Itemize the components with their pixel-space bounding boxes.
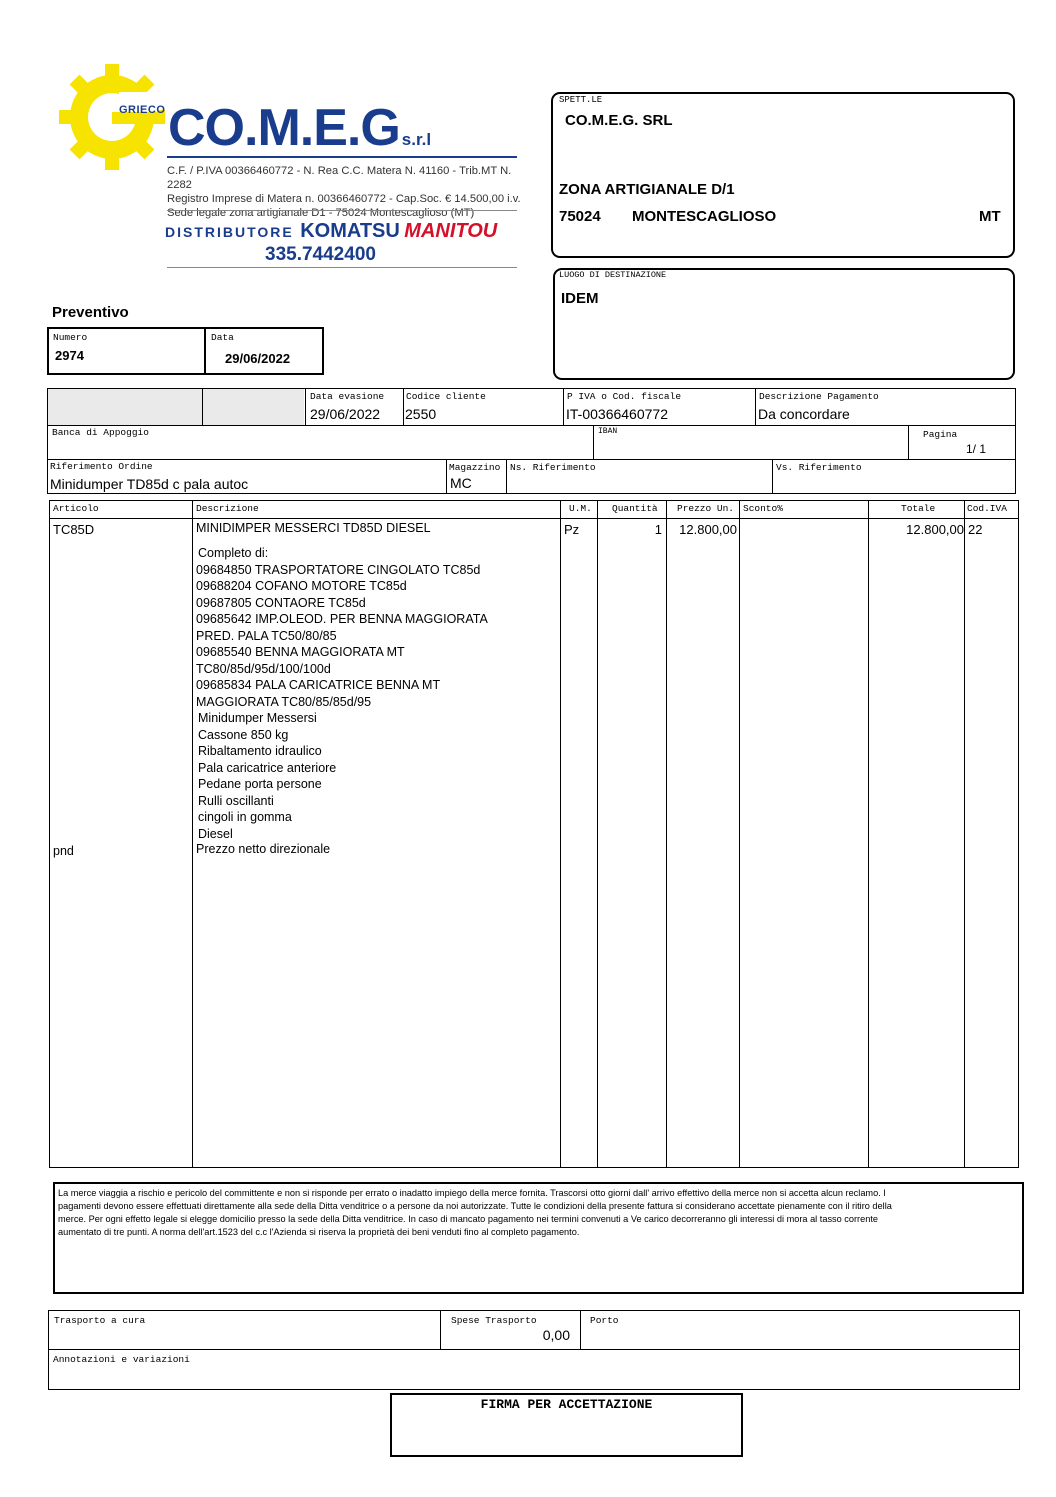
trasporto-label: Trasporto a cura (54, 1315, 146, 1326)
item-um: Pz (564, 522, 580, 537)
numero-label: Numero (53, 332, 88, 343)
legal-line: Registro Imprese di Matera n. 00366460772 - Cap.Soc. € 14.500,00 i.v. (167, 193, 521, 205)
porto-label: Porto (590, 1315, 619, 1326)
piva-label: P IVA o Cod. fiscale (567, 391, 682, 402)
detail-line: 09687805 CONTAORE TC85d (196, 595, 366, 610)
recipient-city: MONTESCAGLIOSO (632, 208, 777, 225)
annotazioni-label: Annotazioni e variazioni (53, 1354, 190, 1365)
numero-value: 2974 (55, 348, 84, 363)
detail-line: cingoli in gomma (198, 810, 292, 824)
item-articolo: TC85D (53, 522, 95, 537)
rif-ordine-value: Minidumper TD85d c pala autoc (50, 476, 249, 492)
terms-text: La merce viaggia a rischio e pericolo del committente e non si risponde per errato o inadatto impiego della merce fornita. Trascorsi otto giorni dall' arrivo effettivo della merce non si accetta alcun reclamo. I pagamenti devono essere effettuati direttamente alla sede della Ditta venditrice o a persone da noi autorizzate. Tutte le condizioni della presente fattura si considerano accettate pienamente con il ritiro della merce. Per ogni effetto legale si elegge domicilio presso la sede della Ditta venditrice. In caso di mancato pagamento nei termini convenuti a Ve carico decorreranno gli interessi di mora al tasso corrente aumentato di tre punti. A norma dell'art.1523 del c.c l'Azienda si riserva la proprietà dei beni venduti fino al completo pagamento. (58, 1188, 892, 1237)
ns-rif-label: Ns. Riferimento (510, 462, 596, 473)
banca-label: Banca di Appoggio (52, 427, 149, 438)
pnd-code: pnd (53, 844, 74, 858)
magazzino-value: MC (450, 475, 472, 491)
data-evasione-label: Data evasione (310, 391, 385, 402)
legal-info (167, 164, 525, 220)
item-quantita: 1 (654, 522, 662, 537)
detail-line: PRED. PALA TC50/80/85 (196, 628, 337, 643)
recipient-name: CO.M.E.G. SRL (565, 112, 673, 129)
brand-name (168, 98, 431, 158)
item-codiva: 22 (968, 522, 983, 537)
item-detail-list (196, 545, 488, 842)
item-prezzo: 12.800,00 (679, 522, 737, 537)
data-value: 29/06/2022 (225, 351, 291, 366)
rif-ordine-label: Riferimento Ordine (50, 461, 153, 472)
document-type: Preventivo (52, 304, 129, 321)
pagina-label: Pagina (923, 429, 958, 440)
recipient-label: SPETT.LE (559, 95, 603, 105)
detail-line: Rulli oscillanti (198, 793, 274, 808)
item-totale: 12.800,00 (906, 522, 964, 537)
srl-text: s.r.l (401, 130, 432, 149)
iban-label: IBAN (598, 427, 618, 436)
recipient-province: MT (979, 208, 1001, 225)
grieco-text: GRIECO (119, 104, 166, 116)
manitou-text: MANITOU (404, 220, 498, 242)
magazzino-label: Magazzino (449, 462, 501, 473)
phone-number: 335.7442400 (265, 244, 376, 265)
detail-line: Minidumper Messersi (198, 711, 317, 725)
detail-line: Pala caricatrice anteriore (198, 760, 337, 775)
recipient-cap: 75024 (559, 208, 601, 225)
detail-line: Ribaltamento idraulico (198, 744, 322, 758)
detail-line: Completo di: (198, 546, 269, 560)
detail-line: 09688204 COFANO MOTORE TC85d (196, 579, 407, 593)
codice-cliente-value: 2550 (405, 406, 437, 422)
header-quantita: Quantità (612, 503, 658, 514)
detail-line: Pedane porta persone (198, 777, 322, 791)
codice-cliente-label: Codice cliente (406, 391, 486, 402)
detail-line: 09685834 PALA CARICATRICE BENNA MT (196, 678, 441, 692)
spese-value: 0,00 (542, 1327, 570, 1343)
destination-value: IDEM (561, 290, 599, 307)
pagamento-label: Descrizione Pagamento (759, 391, 879, 402)
distributor-line (165, 220, 497, 243)
destination-box (553, 268, 1015, 380)
brand-text: CO.M.E.G (168, 99, 400, 157)
item-descrizione: MINIDIMPER MESSERCI TD85D DIESEL (196, 521, 431, 535)
pagamento-value: Da concordare (758, 406, 850, 422)
detail-line: Diesel (198, 826, 233, 841)
recipient-address: ZONA ARTIGIANALE D/1 (559, 181, 735, 198)
header-totale: Totale (901, 503, 936, 514)
distributore-text: DISTRIBUTORE (165, 224, 294, 240)
detail-line: 09685540 BENNA MAGGIORATA MT (196, 645, 405, 659)
destination-label: LUOGO DI DESTINAZIONE (559, 270, 667, 280)
company-logo (55, 60, 525, 272)
detail-line: 09685642 IMP.OLEOD. PER BENNA MAGGIORATA (196, 612, 488, 626)
header-descrizione: Descrizione (196, 503, 259, 514)
vs-rif-label: Vs. Riferimento (776, 462, 862, 473)
pnd-text: Prezzo netto direzionale (196, 842, 331, 856)
spese-label: Spese Trasporto (451, 1315, 537, 1326)
detail-line: 09684850 TRASPORTATORE CINGOLATO TC85d (196, 562, 481, 577)
header-sconto: Sconto% (743, 503, 783, 514)
komatsu-text: KOMATSU (300, 220, 400, 242)
header-codiva: Cod.IVA (967, 503, 1007, 514)
detail-line: Cassone 850 kg (198, 727, 289, 742)
piva-value: IT-00366460772 (566, 406, 668, 422)
items-table (49, 500, 1019, 1168)
legal-line: C.F. / P.IVA 00366460772 - N. Rea C.C. Matera N. 41160 - Trib.MT N. 2282 (167, 165, 512, 191)
data-label: Data (211, 332, 234, 343)
gear-logo-icon (57, 62, 167, 172)
signature-label: FIRMA PER ACCETTAZIONE (480, 1397, 653, 1412)
header-prezzo: Prezzo Un. (677, 503, 735, 514)
data-evasione-value: 29/06/2022 (310, 406, 381, 422)
detail-line: MAGGIORATA TC80/85/85d/95 (196, 694, 372, 709)
header-articolo: Articolo (53, 503, 99, 514)
detail-line: TC80/85d/95d/100/100d (196, 661, 331, 676)
header-um: U.M. (569, 503, 592, 514)
pagina-value: 1/ 1 (966, 442, 987, 456)
legal-line: Sede legale zona artigianale D1 - 75024 Montescaglioso (MT) (167, 207, 475, 219)
